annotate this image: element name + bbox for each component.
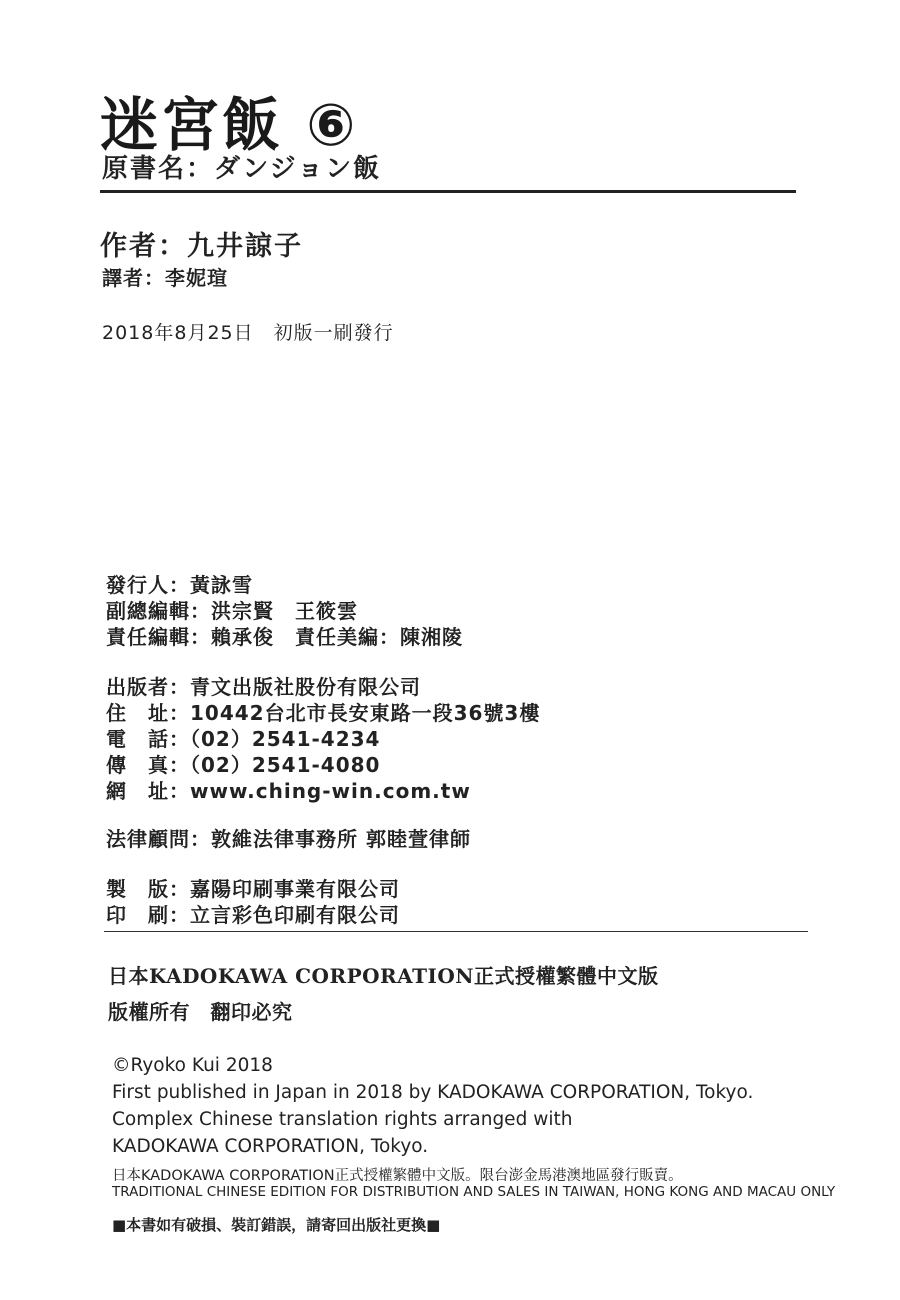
printing-line: 印 刷：立言彩色印刷有限公司: [106, 903, 400, 927]
staff-credits: [106, 572, 463, 650]
rights-divider: [104, 931, 808, 932]
rights-reserved: 版權所有 翻印必究: [108, 1000, 293, 1024]
publisher-website: 網 址：www.ching-win.com.tw: [106, 779, 471, 803]
license-statement: 日本KADOKAWA CORPORATION正式授權繁體中文版: [108, 964, 659, 988]
publisher-person: 發行人：黃詠雪: [106, 573, 253, 597]
translator-line: 譯者：李妮瑄: [102, 266, 228, 290]
replacement-notice: ■本書如有破損、裝訂錯誤，請寄回出版社更換■: [112, 1216, 441, 1234]
legal-advisor: [106, 826, 471, 852]
distribution-zh: 日本KADOKAWA CORPORATION正式授權繁體中文版。限台澎金馬港澳地區發行販賣。: [112, 1168, 683, 1184]
publisher-info: [106, 674, 540, 804]
english-copyright: [112, 1052, 753, 1160]
publisher-address: 住 址：10442台北市長安東路一段36號3樓: [106, 701, 541, 725]
responsible-editors: 責任編輯：賴承俊 責任美編：陳湘陵: [106, 625, 463, 649]
copyright-line: ©Ryoko Kui 2018: [112, 1055, 273, 1076]
distribution-en: TRADITIONAL CHINESE EDITION FOR DISTRIBUTION AND SALES IN TAIWAN, HONG KONG AND MACAU ONLY: [112, 1184, 836, 1200]
deputy-editors: 副總編輯：洪宗賢 王筱雲: [106, 599, 358, 623]
original-title: 原書名：ダンジョン飯: [102, 154, 382, 184]
edition-date: 2018年8月25日 初版一刷發行: [102, 322, 394, 344]
plate-making-line: 製 版：嘉陽印刷事業有限公司: [106, 877, 400, 901]
legal-advisor-line: 法律顧問：敦維法律事務所 郭睦萱律師: [106, 827, 471, 851]
first-published-line: First published in Japan in 2018 by KADOKAWA CORPORATION, Tokyo.: [112, 1082, 754, 1103]
author-line: 作者：九井諒子: [100, 231, 303, 262]
book-title: 迷宮飯 ⑥: [100, 91, 359, 159]
printing-info: [106, 876, 400, 928]
translation-rights-line: Complex Chinese translation rights arranged with: [112, 1109, 573, 1130]
publisher-phone: 電 話：（02）2541-4234: [106, 727, 381, 751]
header-divider: [100, 190, 796, 193]
translation-rights-line-2: KADOKAWA CORPORATION, Tokyo.: [112, 1136, 429, 1157]
publisher-fax: 傳 真：（02）2541-4080: [106, 753, 381, 777]
publisher-name: 出版者：青文出版社股份有限公司: [106, 675, 421, 699]
